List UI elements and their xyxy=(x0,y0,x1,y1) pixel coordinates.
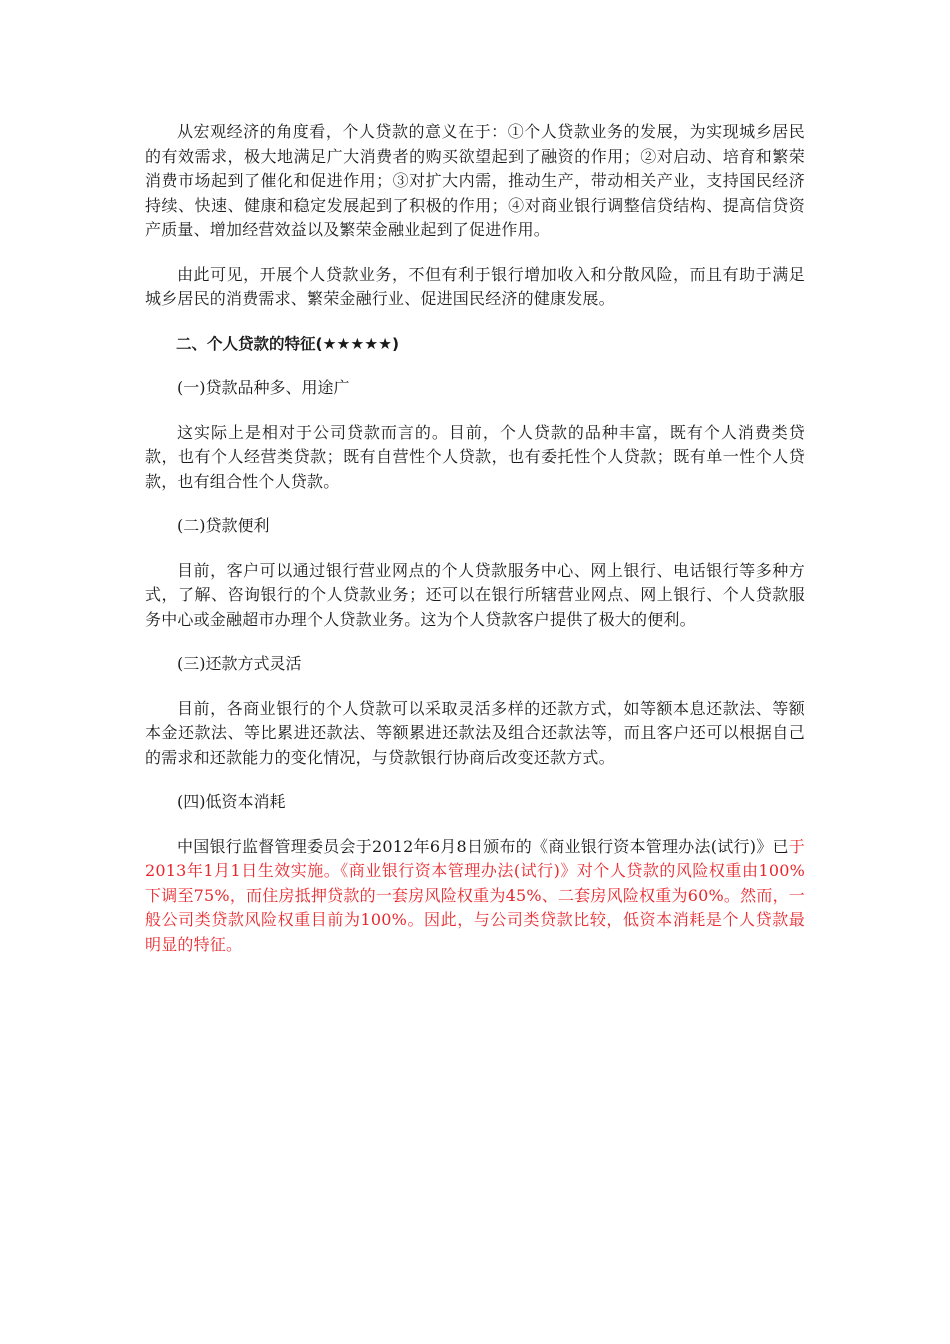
document-page xyxy=(145,120,805,977)
section-heading: 二、个人贷款的特征(★★★★★) xyxy=(176,334,400,353)
subsection-title-1: (一)贷款品种多、用途广 xyxy=(177,378,350,397)
body-text-highlighted: 于2013年1月1日生效实施。《商业银行资本管理办法(试行)》对个人贷款的风险权重由100%下调至75%，而住房抵押贷款的一套房风险权重为45%、二套房风险权重为60%。然而，一般公司类贷款风险权重目前为100%。因此，与公司类贷款比较，低资本消耗是个人贷款最明显的特征。 xyxy=(145,836,805,954)
subsection-title-3: (三)还款方式灵活 xyxy=(177,654,302,673)
body-text-regular: 中国银行监督管理委员会于2012年6月8日颁布的《商业银行资本管理办法(试行)》已 xyxy=(177,836,789,856)
subsection-body-1: 这实际上是相对于公司贷款而言的。目前，个人贷款的品种丰富，既有个人消费类贷款，也有个人经营类贷款；既有自营性个人贷款，也有委托性个人贷款；既有单一性个人贷款，也有组合性个人贷款。 xyxy=(145,422,805,491)
paragraph-macro-significance: 从宏观经济的角度看，个人贷款的意义在于：①个人贷款业务的发展，为实现城乡居民的有效需求，极大地满足广大消费者的购买欲望起到了融资的作用；②对启动、培育和繁荣消费市场起到了催化和促进作用；③对扩大内需，推动生产，带动相关产业，支持国民经济持续、快速、健康和稳定发展起到了积极的作用；④对商业银行调整信贷结构、提高信贷资产质量、增加经营效益以及繁荣金融业起到了促进作用。 xyxy=(145,122,805,239)
subsection-body-2: 目前，客户可以通过银行营业网点的个人贷款服务中心、网上银行、电话银行等多种方式，了解、咨询银行的个人贷款业务；还可以在银行所辖营业网点、网上银行、个人贷款服务中心或金融超市办理个人贷款业务。这为个人贷款客户提供了极大的便利。 xyxy=(145,560,805,629)
subsection-title-2: (二)贷款便利 xyxy=(177,516,270,535)
subsection-title-4: (四)低资本消耗 xyxy=(177,792,286,811)
subsection-body-3: 目前，各商业银行的个人贷款可以采取灵活多样的还款方式，如等额本息还款法、等额本金还款法、等比累进还款法、等额累进还款法及组合还款法等，而且客户还可以根据自己的需求和还款能力的变化情况，与贷款银行协商后改变还款方式。 xyxy=(145,698,805,767)
paragraph-conclusion: 由此可见，开展个人贷款业务，不但有利于银行增加收入和分散风险，而且有助于满足城乡居民的消费需求、繁荣金融行业、促进国民经济的健康发展。 xyxy=(145,264,805,308)
subsection-body-4 xyxy=(145,835,805,958)
